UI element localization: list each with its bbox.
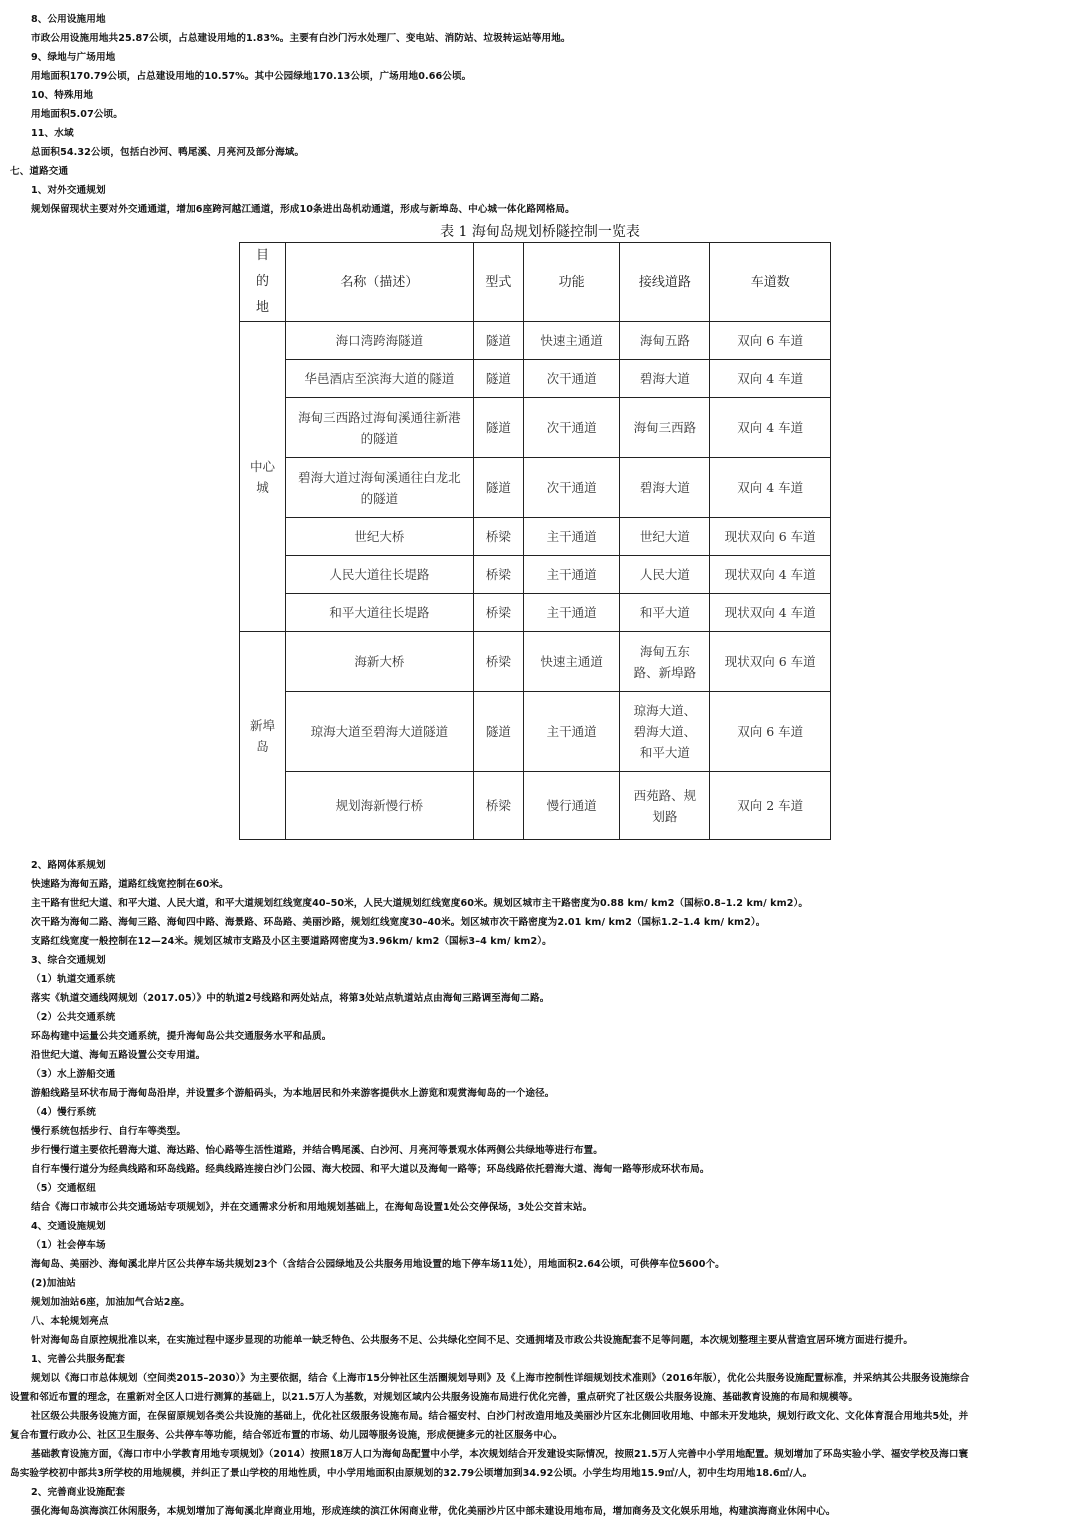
cell-name: 碧海大道过海甸溪通往白龙北的隧道 — [285, 458, 473, 518]
cell-type: 桥梁 — [473, 594, 523, 632]
heading-water-area: 11、水域 — [31, 128, 74, 139]
paragraph: 针对海甸岛自原控规批准以来，在实施过程中逐步显现的功能单一缺乏特色、公共服务不足、公共绿化空间不足、交通拥堵及市政公共设施配套不足等问题，本次规划整理主要从营造宜居环境方面进行提升。 — [31, 1335, 914, 1346]
cell-name: 海口湾跨海隧道 — [285, 322, 473, 360]
subheading-rail: （1）轨道交通系统 — [31, 974, 116, 985]
subheading-traffic-hub: （5）交通枢纽 — [31, 1183, 96, 1194]
cell-type: 隧道 — [473, 360, 523, 398]
cell-type: 隧道 — [473, 322, 523, 360]
cell-function: 次干通道 — [523, 458, 620, 518]
paragraph: 海甸岛、美丽沙、海甸溪北岸片区公共停车场共规划23个（含结合公园绿地及公共服务用地设置的地下停车场11处），用地面积2.64公顷，可供停车位5600个。 — [31, 1259, 725, 1270]
cell-name: 规划海新慢行桥 — [285, 772, 473, 840]
paragraph: 慢行系统包括步行、自行车等类型。 — [31, 1126, 187, 1137]
cell-lanes: 现状双向 4 车道 — [710, 594, 831, 632]
table-row — [240, 692, 831, 772]
subheading-gas-station: (2)加油站 — [31, 1278, 76, 1289]
cell-name: 海甸三西路过海甸溪通往新港的隧道 — [285, 398, 473, 458]
cell-road: 琼海大道、碧海大道、和平大道 — [620, 692, 710, 772]
cell-type: 隧道 — [473, 398, 523, 458]
paragraph: 主干路有世纪大道、和平大道、人民大道，和平大道规划红线宽度40–50米，人民大道规划红线宽度60米。规划区城市主干路密度为0.88 km/ km2（国标0.8–1.2 km/ km2）。 — [31, 898, 809, 909]
subheading-parking: （1）社会停车场 — [31, 1240, 106, 1251]
paragraph: 总面积54.32公顷，包括白沙河、鸭尾溪、月亮河及部分海域。 — [31, 147, 305, 158]
cell-function: 快速主通道 — [523, 632, 620, 692]
cell-lanes: 双向 4 车道 — [710, 458, 831, 518]
group-destination-central-city: 中心城 — [240, 322, 286, 632]
cell-lanes: 现状双向 4 车道 — [710, 556, 831, 594]
heading-special-land: 10、特殊用地 — [31, 90, 94, 101]
cell-type: 隧道 — [473, 692, 523, 772]
cell-function: 快速主通道 — [523, 322, 620, 360]
top-text-section — [0, 10, 1080, 219]
subheading-public-transit: （2）公共交通系统 — [31, 1012, 116, 1023]
cell-road: 海甸三西路 — [620, 398, 710, 458]
cell-name: 华邑酒店至滨海大道的隧道 — [285, 360, 473, 398]
heading-external-traffic: 1、对外交通规划 — [31, 185, 106, 196]
paragraph: 次干路为海甸二路、海甸三路、海甸四中路、海景路、环岛路、美丽沙路，规划红线宽度30–40米。划区城市次干路密度为2.01 km/ km2（国标1.2–1.4 km/ km2）。 — [31, 917, 766, 928]
paragraph: 规划加油站6座，加油加气合站2座。 — [31, 1297, 190, 1308]
header-connecting-road: 接线道路 — [620, 243, 710, 322]
heading-traffic-facilities: 4、交通设施规划 — [31, 1221, 106, 1232]
table-row — [240, 632, 831, 692]
cell-function: 主干通道 — [523, 594, 620, 632]
cell-type: 桥梁 — [473, 518, 523, 556]
cell-lanes: 双向 2 车道 — [710, 772, 831, 840]
paragraph: 步行慢行道主要依托碧海大道、海达路、怡心路等生活性道路，并结合鸭尾溪、白沙河、月亮河等景观水体两侧公共绿地等进行布置。 — [31, 1145, 603, 1156]
header-type: 型式 — [473, 243, 523, 322]
paragraph: 自行车慢行道分为经典线路和环岛线路。经典线路连接白沙门公园、海大校园、和平大道以及海甸一路等；环岛线路依托碧海大道、海甸一路等形成环状布局。 — [31, 1164, 710, 1175]
cell-road: 碧海大道 — [620, 458, 710, 518]
heading-green-space: 9、绿地与广场用地 — [31, 52, 116, 63]
paragraph: 市政公用设施用地共25.87公顷，占总建设用地的1.83%。主要有白沙门污水处理厂、变电站、消防站、垃圾转运站等用地。 — [31, 33, 571, 44]
heading-highlights: 八、本轮规划亮点 — [31, 1316, 109, 1327]
cell-lanes: 双向 6 车道 — [710, 692, 831, 772]
table-row — [240, 556, 831, 594]
table-row — [240, 772, 831, 840]
table-row — [240, 518, 831, 556]
paragraph: 基础教育设施方面，《海口市中小学教育用地专项规划》（2014）按照18万人口为海甸岛配置中小学，本次规划结合开发建设实际情况，按照21.5万人完善中小学用地配置。规划增加了环岛实验小学、福安学校及海口寰 — [31, 1449, 969, 1460]
heading-commercial: 2、完善商业设施配套 — [31, 1487, 126, 1498]
cell-road: 世纪大道 — [620, 518, 710, 556]
cell-function: 慢行通道 — [523, 772, 620, 840]
cell-function: 次干通道 — [523, 398, 620, 458]
heading-public-facilities: 8、公用设施用地 — [31, 14, 106, 25]
cell-type: 桥梁 — [473, 556, 523, 594]
heading-integrated-traffic: 3、综合交通规划 — [31, 955, 106, 966]
bridge-tunnel-table — [239, 242, 831, 840]
table-row — [240, 458, 831, 518]
cell-name: 人民大道往长堤路 — [285, 556, 473, 594]
header-name: 名称（描述） — [285, 243, 473, 322]
table-row — [240, 398, 831, 458]
cell-type: 隧道 — [473, 458, 523, 518]
header-destination: 目的地 — [240, 243, 286, 322]
cell-lanes: 现状双向 6 车道 — [710, 632, 831, 692]
paragraph: 落实《轨道交通线网规划（2017.05）》中的轨道2号线路和两处站点，将第3处站点轨道站点由海甸三路调至海甸二路。 — [31, 993, 550, 1004]
table-row — [240, 594, 831, 632]
cell-name: 琼海大道至碧海大道隧道 — [285, 692, 473, 772]
paragraph: 社区级公共服务设施方面，在保留原规划各类公共设施的基础上，优化社区级服务设施布局。结合福安村、白沙门村改造用地及美丽沙片区东北侧回收用地、中部未开发地块，规划行政文化、文化体育混合用地共5处，并 — [31, 1411, 969, 1422]
table-caption: 表 1 海甸岛规划桥隧控制一览表 — [440, 224, 640, 240]
paragraph: 支路红线宽度一般控制在12—24米。规划区城市支路及小区主要道路网密度为3.96km/ km2（国标3–4 km/ km2）。 — [31, 936, 552, 947]
cell-road: 人民大道 — [620, 556, 710, 594]
paragraph: 复合布置行政办公、社区卫生服务、公共停车等功能，结合邻近布置的市场、幼儿园等服务设施，形成便捷多元的社区服务中心。 — [10, 1430, 563, 1441]
paragraph: 沿世纪大道、海甸五路设置公交专用道。 — [31, 1050, 206, 1061]
cell-name: 世纪大桥 — [285, 518, 473, 556]
cell-type: 桥梁 — [473, 632, 523, 692]
cell-road: 西苑路、规划路 — [620, 772, 710, 840]
group-destination-xinbu-island: 新埠岛 — [240, 632, 286, 840]
table-row — [240, 360, 831, 398]
cell-road: 碧海大道 — [620, 360, 710, 398]
paragraph: 设置和邻近布置的理念，在重新对全区人口进行测算的基础上，以21.5万人为基数，对规划区域内公共服务设施布局进行优化完善，重点研究了社区级公共服务设施、基础教育设施的布局和规模等。 — [10, 1392, 859, 1403]
paragraph: 规划以《海口市总体规划（空间类2015–2030）》为主要依据，结合《上海市15分钟社区生活圈规划导则》及《上海市控制性详细规划技术准则》（2016年版），优化公共服务设施配置标准，并采纳其公共服务设施综合 — [31, 1373, 970, 1384]
paragraph: 快速路为海甸五路，道路红线宽控制在60米。 — [31, 879, 229, 890]
subheading-slow-traffic: （4）慢行系统 — [31, 1107, 96, 1118]
paragraph: 用地面积5.07公顷。 — [31, 109, 123, 120]
header-function: 功能 — [523, 243, 620, 322]
cell-road: 海甸五路 — [620, 322, 710, 360]
subheading-water-cruise: （3）水上游船交通 — [31, 1069, 116, 1080]
cell-function: 主干通道 — [523, 556, 620, 594]
table-header-row — [240, 243, 831, 322]
cell-name: 海新大桥 — [285, 632, 473, 692]
cell-function: 主干通道 — [523, 692, 620, 772]
cell-lanes: 现状双向 6 车道 — [710, 518, 831, 556]
table-row — [240, 322, 831, 360]
cell-lanes: 双向 6 车道 — [710, 322, 831, 360]
paragraph: 规划保留现状主要对外交通通道，增加6座跨河越江通道，形成10条进出岛机动通道，形成与新埠岛、中心城一体化路网格局。 — [31, 204, 575, 215]
cell-road: 海甸五东路、新埠路 — [620, 632, 710, 692]
paragraph: 强化海甸岛滨海滨江休闲服务，本规划增加了海甸溪北岸商业用地，形成连续的滨江休闲商业带，优化美丽沙片区中部未建设用地布局，增加商务及文化娱乐用地，构建滨海商业休闲中心。 — [31, 1506, 836, 1517]
paragraph: 游船线路呈环状布局于海甸岛沿岸，并设置多个游船码头，为本地居民和外来游客提供水上游览和观赏海甸岛的一个途径。 — [31, 1088, 555, 1099]
cell-function: 次干通道 — [523, 360, 620, 398]
heading-road-network: 2、路网体系规划 — [31, 860, 106, 871]
header-lanes: 车道数 — [710, 243, 831, 322]
paragraph: 环岛构建中运量公共交通系统，提升海甸岛公共交通服务水平和品质。 — [31, 1031, 332, 1042]
heading-public-service: 1、完善公共服务配套 — [31, 1354, 126, 1365]
cell-type: 桥梁 — [473, 772, 523, 840]
bottom-text-section — [0, 856, 1080, 1521]
paragraph: 结合《海口市城市公共交通场站专项规划》，并在交通需求分析和用地规划基础上，在海甸岛设置1处公交停保场，3处公交首末站。 — [31, 1202, 593, 1213]
cell-lanes: 双向 4 车道 — [710, 398, 831, 458]
heading-road-traffic: 七、道路交通 — [10, 166, 69, 177]
cell-lanes: 双向 4 车道 — [710, 360, 831, 398]
cell-road: 和平大道 — [620, 594, 710, 632]
cell-name: 和平大道往长堤路 — [285, 594, 473, 632]
paragraph: 用地面积170.79公顷，占总建设用地的10.57%。其中公园绿地170.13公顷，广场用地0.66公顷。 — [31, 71, 472, 82]
paragraph: 岛实验学校初中部共3所学校的用地规模，并纠正了景山学校的用地性质，中小学用地面积由原规划的32.79公顷增加到34.92公顷。小学生均用地15.9㎡/人，初中生均用地18.6㎡/人。 — [10, 1468, 813, 1479]
cell-function: 主干通道 — [523, 518, 620, 556]
